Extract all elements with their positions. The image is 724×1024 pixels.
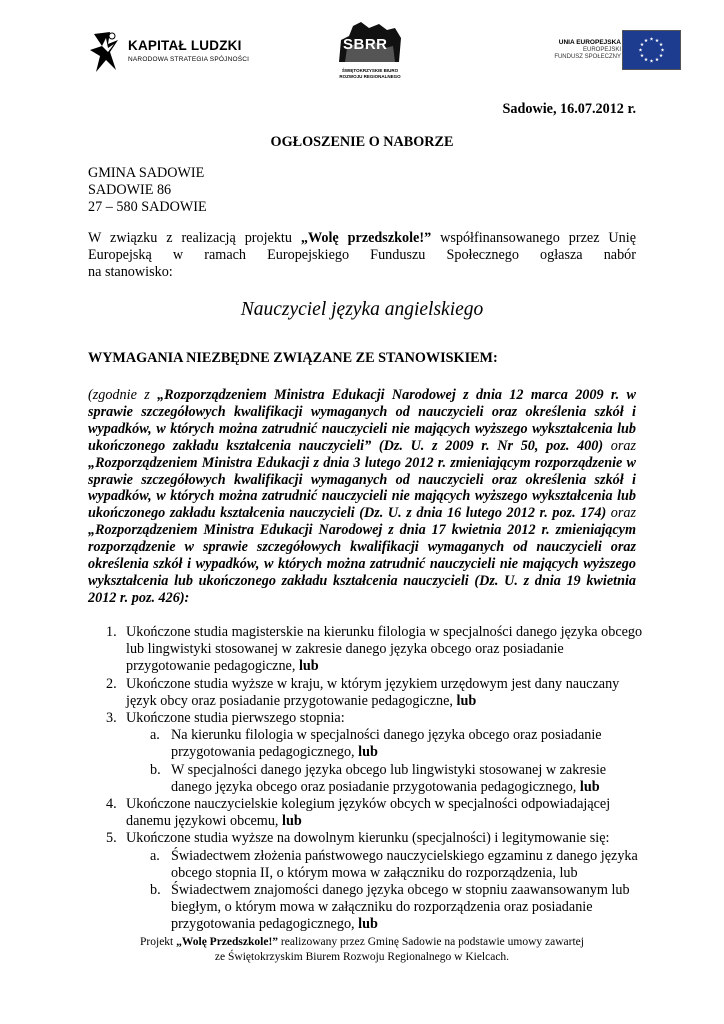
list-item-bold: lub bbox=[298, 658, 319, 675]
list-item-text: Ukończone nauczycielskie kolegium języków obcych w specjalności odpowiadającej danemu językowi obcemu, bbox=[126, 796, 611, 830]
sub-list-item-text: Świadectwem złożenia państwowego nauczycielskiego egzaminu z danego języka obcego stopnia II, o którym mowa w załączniku do rozporządzenia, lub bbox=[171, 847, 638, 881]
document-heading: OGŁOSZENIE O NABORZE bbox=[270, 134, 454, 150]
intro-paragraph bbox=[88, 230, 636, 264]
kapital-ludzki-logo bbox=[88, 30, 258, 80]
list-item-number: 4. bbox=[106, 796, 117, 813]
list-item bbox=[88, 796, 648, 830]
document-date: Sadowie, 16.07.2012 r. bbox=[502, 101, 636, 117]
header-logos bbox=[0, 0, 724, 95]
sub-list-item bbox=[88, 762, 648, 796]
footer-line-1 bbox=[0, 935, 724, 950]
requirements-heading: WYMAGANIA NIEZBĘDNE ZWIĄZANE ZE STANOWISKIEM: bbox=[88, 350, 498, 366]
kapital-ludzki-emblem-icon bbox=[88, 30, 124, 76]
legal-regulation-2: „Rozporządzeniem Ministra Edukacji z dnia 3 lutego 2012 r. zmieniającym rozporządzenie w sprawie szczegółowych kwalifikacji wymaganych od nauczycieli oraz określenia szkół i wypadków, w których można zatrudnić nauczycieli nie mających wyższego wykształcenia lub ukończonego zakładu kształcenia nauczycieli (Dz. U. z dnia 16 lutego 2012 r. poz. 174) bbox=[88, 454, 636, 522]
kapital-ludzki-title: KAPITAŁ LUDZKI bbox=[128, 38, 242, 53]
list-item-number: 1. bbox=[106, 624, 117, 640]
kapital-ludzki-subtitle: NARODOWA STRATEGIA SPÓJNOŚCI bbox=[128, 56, 250, 63]
eu-logo-line2: EUROPEJSKI bbox=[582, 46, 621, 53]
sub-list-item bbox=[88, 727, 648, 761]
eu-logo-line3: FUNDUSZ SPOŁECZNY bbox=[554, 54, 621, 60]
list-item-number: 3. bbox=[106, 710, 117, 727]
sub-list-item-text: Świadectwem znajomości danego języka obcego w stopniu zaawansowanym lub biegłym, o którym mowa w załączniku do rozporządzenia oraz posiadanie przygotowania pedagogicznego, bbox=[171, 882, 630, 933]
sub-list-item-letter: b. bbox=[150, 882, 161, 899]
eu-logo-line1: UNIA EUROPEJSKA bbox=[558, 39, 621, 46]
eu-logo-text bbox=[554, 39, 621, 62]
list-item bbox=[88, 624, 648, 676]
sub-list-item-bold: lub bbox=[579, 778, 600, 795]
address-line: GMINA SADOWIE bbox=[88, 165, 205, 181]
footer-prefix: Projekt bbox=[140, 936, 177, 948]
sub-list-item bbox=[88, 848, 648, 882]
sbrr-caption-line1: ŚWIĘTOKRZYSKIE BIURO bbox=[341, 68, 399, 73]
list-item-text: Ukończone studia magisterskie na kierunku filologia w specjalności danego języka obcego lub lingwistyki stosowanej w zakresie danego języka obcego oraz posiadanie przygotowanie pedagogiczne, bbox=[126, 624, 643, 675]
intro-paragraph-end: na stanowisko: bbox=[88, 264, 173, 280]
legal-regulation-3: „Rozporządzeniem Ministra Edukacji Narodowej z dnia 17 kwietnia 2012 r. zmieniającym rozporządzenie w sprawie szczegółowych kwalifikacji wymaganych od nauczycieli oraz określenia szkół i wypadków, w których można zatrudnić nauczycieli nie mających wyższego wykształcenia lub ukończonego zakładu kształcenia nauczycieli (Dz. U. z dnia 19 kwietnia 2012 r. poz. 426): bbox=[88, 522, 636, 606]
sub-list-item-letter: a. bbox=[150, 727, 160, 744]
list-item-number: 2. bbox=[106, 675, 117, 692]
sbrr-name: SBRR bbox=[343, 36, 388, 53]
list-item bbox=[88, 710, 648, 727]
address-block bbox=[88, 165, 207, 216]
legal-conjunction: oraz bbox=[606, 505, 637, 522]
list-item-bold: lub bbox=[456, 692, 477, 709]
sbrr-caption-line2: ROZWOJU REGIONALNEGO bbox=[339, 74, 401, 79]
intro-project-name: „Wolę przedszkole!” bbox=[300, 230, 432, 246]
list-item-text: Ukończone studia wyższe w kraju, w którym językiem urzędowym jest dany nauczany język obcy oraz posiadanie przygotowanie pedagogiczne, bbox=[126, 675, 620, 709]
list-item-number: 5. bbox=[106, 830, 117, 847]
eu-flag-background bbox=[623, 31, 680, 69]
sub-list-item-letter: a. bbox=[150, 847, 160, 864]
intro-text-1: W związku z realizacją projektu bbox=[88, 230, 301, 246]
legal-conjunction: oraz bbox=[603, 437, 636, 454]
sub-list-item-bold: lub bbox=[358, 744, 378, 761]
sub-list-item-text: Na kierunku filologia w specjalności danego języka obcego oraz posiadanie przygotowania pedagogicznego, bbox=[171, 727, 602, 761]
footer-project-name: „Wolę Przedszkole!” bbox=[176, 936, 279, 948]
list-item-text: Ukończone studia wyższe na dowolnym kierunku (specjalności) i legitymowanie się: bbox=[126, 830, 610, 847]
list-item bbox=[88, 676, 648, 710]
legal-regulation-1: „Rozporządzeniem Ministra Edukacji Narodowej z dnia 12 marca 2009 r. w sprawie szczegółowych kwalifikacji wymaganych od nauczycieli oraz określenia szkół i wypadków, w których można zatrudnić nauczycieli nie mających wyższego wykształcenia lub ukończonego zakładu kształcenia nauczycieli” (Dz. U. z 2009 r. Nr 50, poz. 400) bbox=[88, 387, 636, 454]
legal-basis-paragraph bbox=[88, 387, 636, 607]
position-title: Nauczyciel języka angielskiego bbox=[240, 299, 484, 320]
sub-list-item-text: W specjalności danego języka obcego lub lingwistyki stosowanej w zakresie danego języka obcego oraz posiadanie przygotowania pedagogicznego, bbox=[171, 761, 607, 795]
requirements-list bbox=[88, 624, 648, 934]
list-item-text: Ukończone studia pierwszego stopnia: bbox=[126, 710, 345, 727]
list-item-bold: lub bbox=[282, 813, 302, 830]
intro-text-2: współfinansowanego przez Unię Europejską w ramach Europejskiego Funduszu Społecznego ogłasza nabór bbox=[88, 230, 636, 263]
sbrr-logo bbox=[335, 18, 415, 82]
sub-list-item bbox=[88, 882, 648, 934]
footer-note bbox=[0, 935, 724, 965]
address-line: 27 – 580 SADOWIE bbox=[88, 199, 207, 215]
legal-prefix: (zgodnie z bbox=[88, 387, 158, 403]
eu-logo bbox=[526, 30, 681, 70]
footer-line-1-rest: realizowany przez Gminę Sadowie na podstawie umowy zawartej bbox=[278, 936, 584, 948]
eu-flag-icon bbox=[622, 30, 681, 70]
footer-line-2: ze Świętokrzyskim Biurem Rozwoju Regionalnego w Kielcach. bbox=[214, 951, 510, 963]
legal-basis-text bbox=[88, 387, 636, 607]
list-item bbox=[88, 830, 648, 847]
sub-list-item-letter: b. bbox=[150, 761, 161, 778]
sub-list-item-bold: lub bbox=[358, 916, 378, 933]
address-line: SADOWIE 86 bbox=[88, 182, 172, 198]
